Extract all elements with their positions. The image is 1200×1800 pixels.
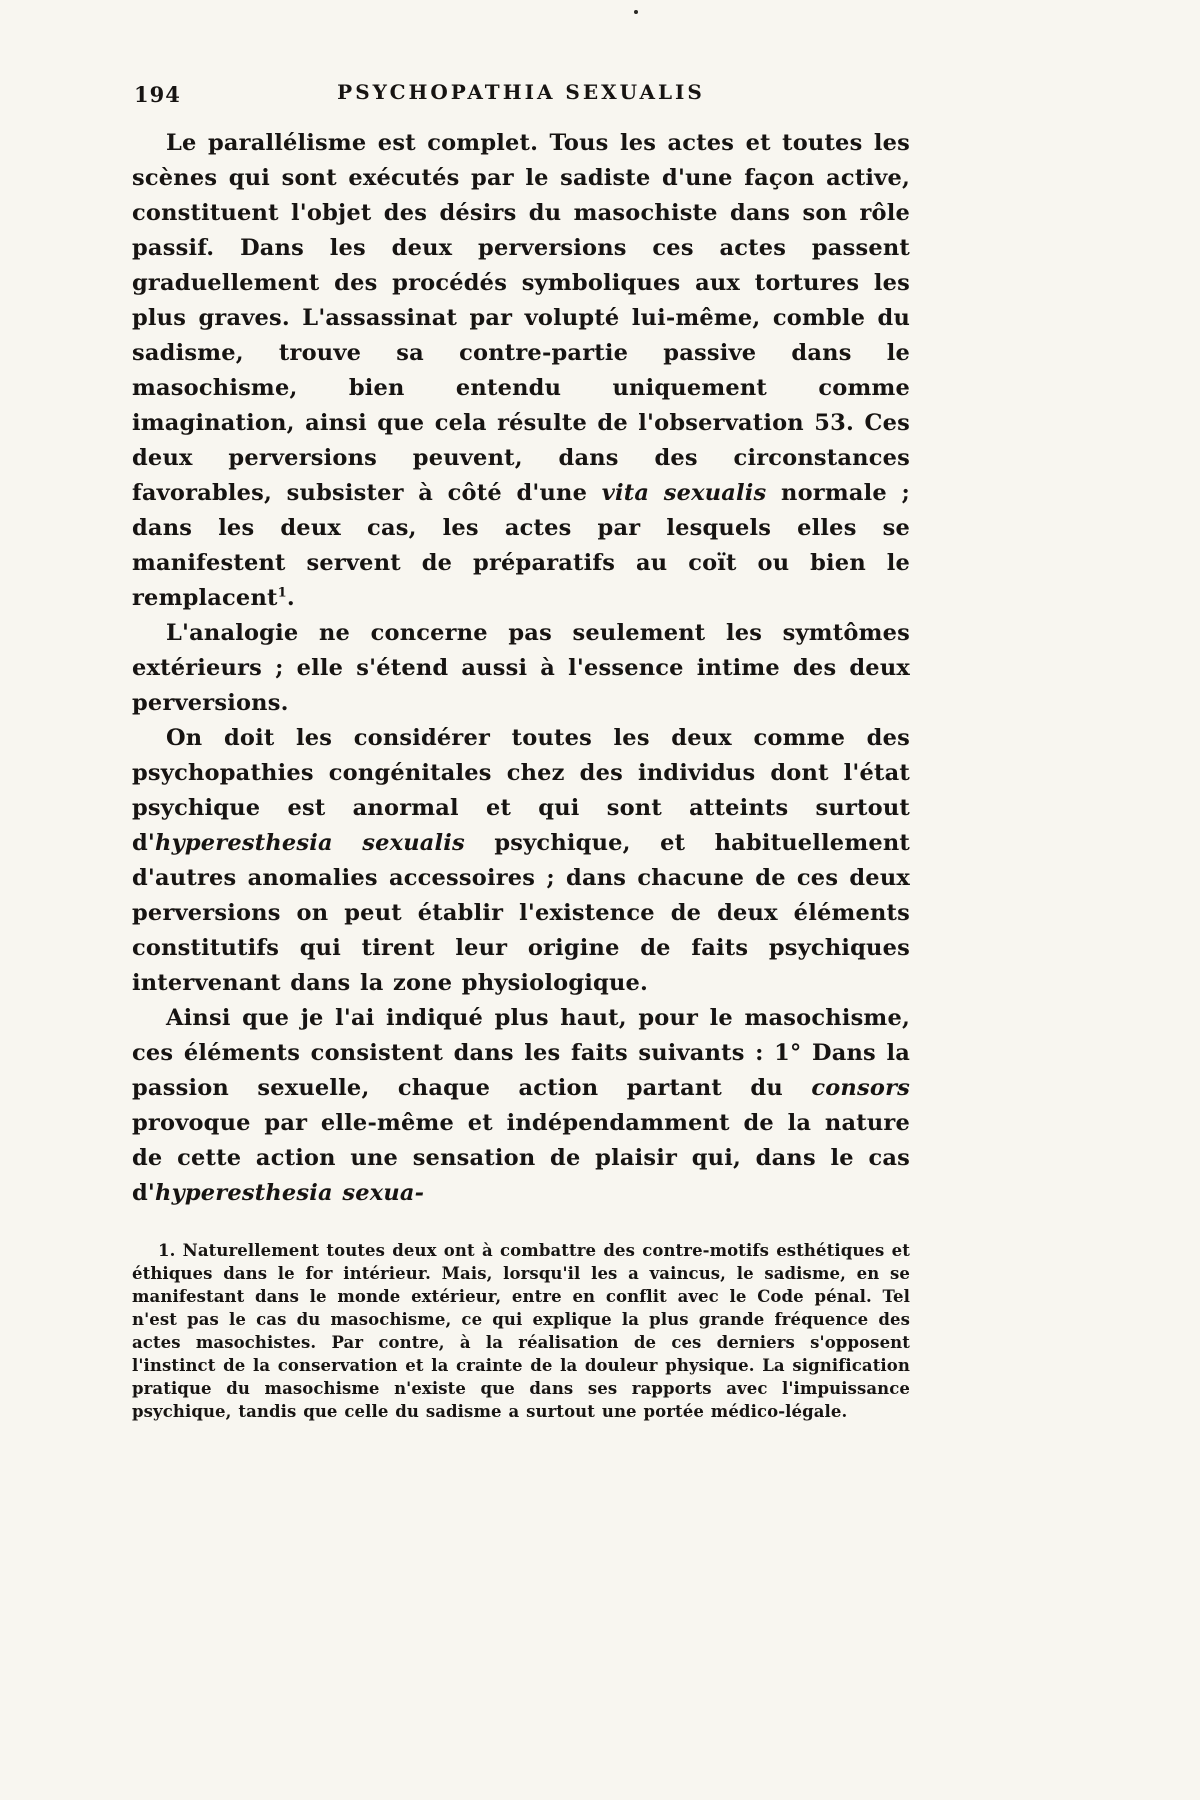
paragraph	[132, 126, 910, 616]
body-text	[132, 126, 910, 1211]
text-run: normale ; dans les deux cas, les actes par lesquels elles se manifestent servent de préparatifs au coït ou bien le remplacent	[132, 480, 910, 611]
paragraph	[132, 721, 910, 1001]
footnote-marker: 1	[277, 585, 287, 601]
text-run: psychique, et habituellement d'autres anomalies accessoires ; dans chacune de ces deux perversions on peut établir l'existence de deux éléments constitutifs qui tirent leur origine de faits psychiques intervenant dans la zone physiologique.	[132, 830, 910, 996]
text-run: hyperesthesia sexualis	[155, 830, 465, 856]
page-content	[132, 78, 910, 1423]
text-run: 1. Naturellement toutes deux ont à combattre des contre-motifs esthétiques et éthiques dans le for intérieur. Mais, lorsqu'il les a vaincus, le sadisme, en se manifestant dans le monde extérieur, entre en conflit avec le Code pénal. Tel n'est pas le cas du masochisme, ce qui explique la plus grande fréquence des actes masochistes. Par contre, à la réalisation de ces derniers s'opposent l'instinct de la conservation et la crainte de la douleur physique. La signification pratique du masochisme n'existe que dans ses rapports avec l'impuissance psychique, tandis que celle du sadisme a surtout une portée médico-légale.	[132, 1241, 910, 1421]
text-run: consors	[811, 1075, 910, 1101]
text-run: Le parallélisme est complet. Tous les actes et toutes les scènes qui sont exécutés par le sadiste d'une façon active, constituent l'objet des désirs du masochiste dans son rôle passif. Dans les deux perversions ces actes passent graduellement des procédés symboliques aux tortures les plus graves. L'assassinat par volupté lui-même, comble du sadisme, trouve sa contre-partie passive dans le masochisme, bien entendu uniquement comme imagination, ainsi que cela résulte de l'observation 53. Ces deux perversions peuvent, dans des circonstances favorables, subsister à côté d'une	[132, 130, 910, 506]
footnote-paragraph	[132, 1239, 910, 1423]
paragraph	[132, 1001, 910, 1211]
text-run: hyperesthesia sexua-	[155, 1180, 425, 1206]
text-run: Ainsi que je l'ai indiqué plus haut, pour le masochisme, ces éléments consistent dans les faits suivants : 1° Dans la passion sexuelle, chaque action partant du	[132, 1005, 910, 1101]
running-head-title: PSYCHOPATHIA SEXUALIS	[337, 80, 705, 104]
page-number: 194	[134, 82, 181, 107]
text-run: vita sexualis	[601, 480, 767, 506]
text-run: provoque par elle-même et indépendamment de la nature de cette action une sensation de plaisir qui, dans le cas d'	[132, 1110, 910, 1206]
text-run: .	[286, 585, 295, 611]
page-header	[132, 78, 910, 112]
paragraph	[132, 616, 910, 721]
scan-artifact-dot	[634, 10, 638, 14]
footnote	[132, 1239, 910, 1423]
text-run: On doit les considérer toutes les deux comme des psychopathies congénitales chez des individus dont l'état psychique est anormal et qui sont atteints surtout d'	[132, 725, 910, 856]
text-run: L'analogie ne concerne pas seulement les symtômes extérieurs ; elle s'étend aussi à l'essence intime des deux perversions.	[132, 620, 910, 716]
